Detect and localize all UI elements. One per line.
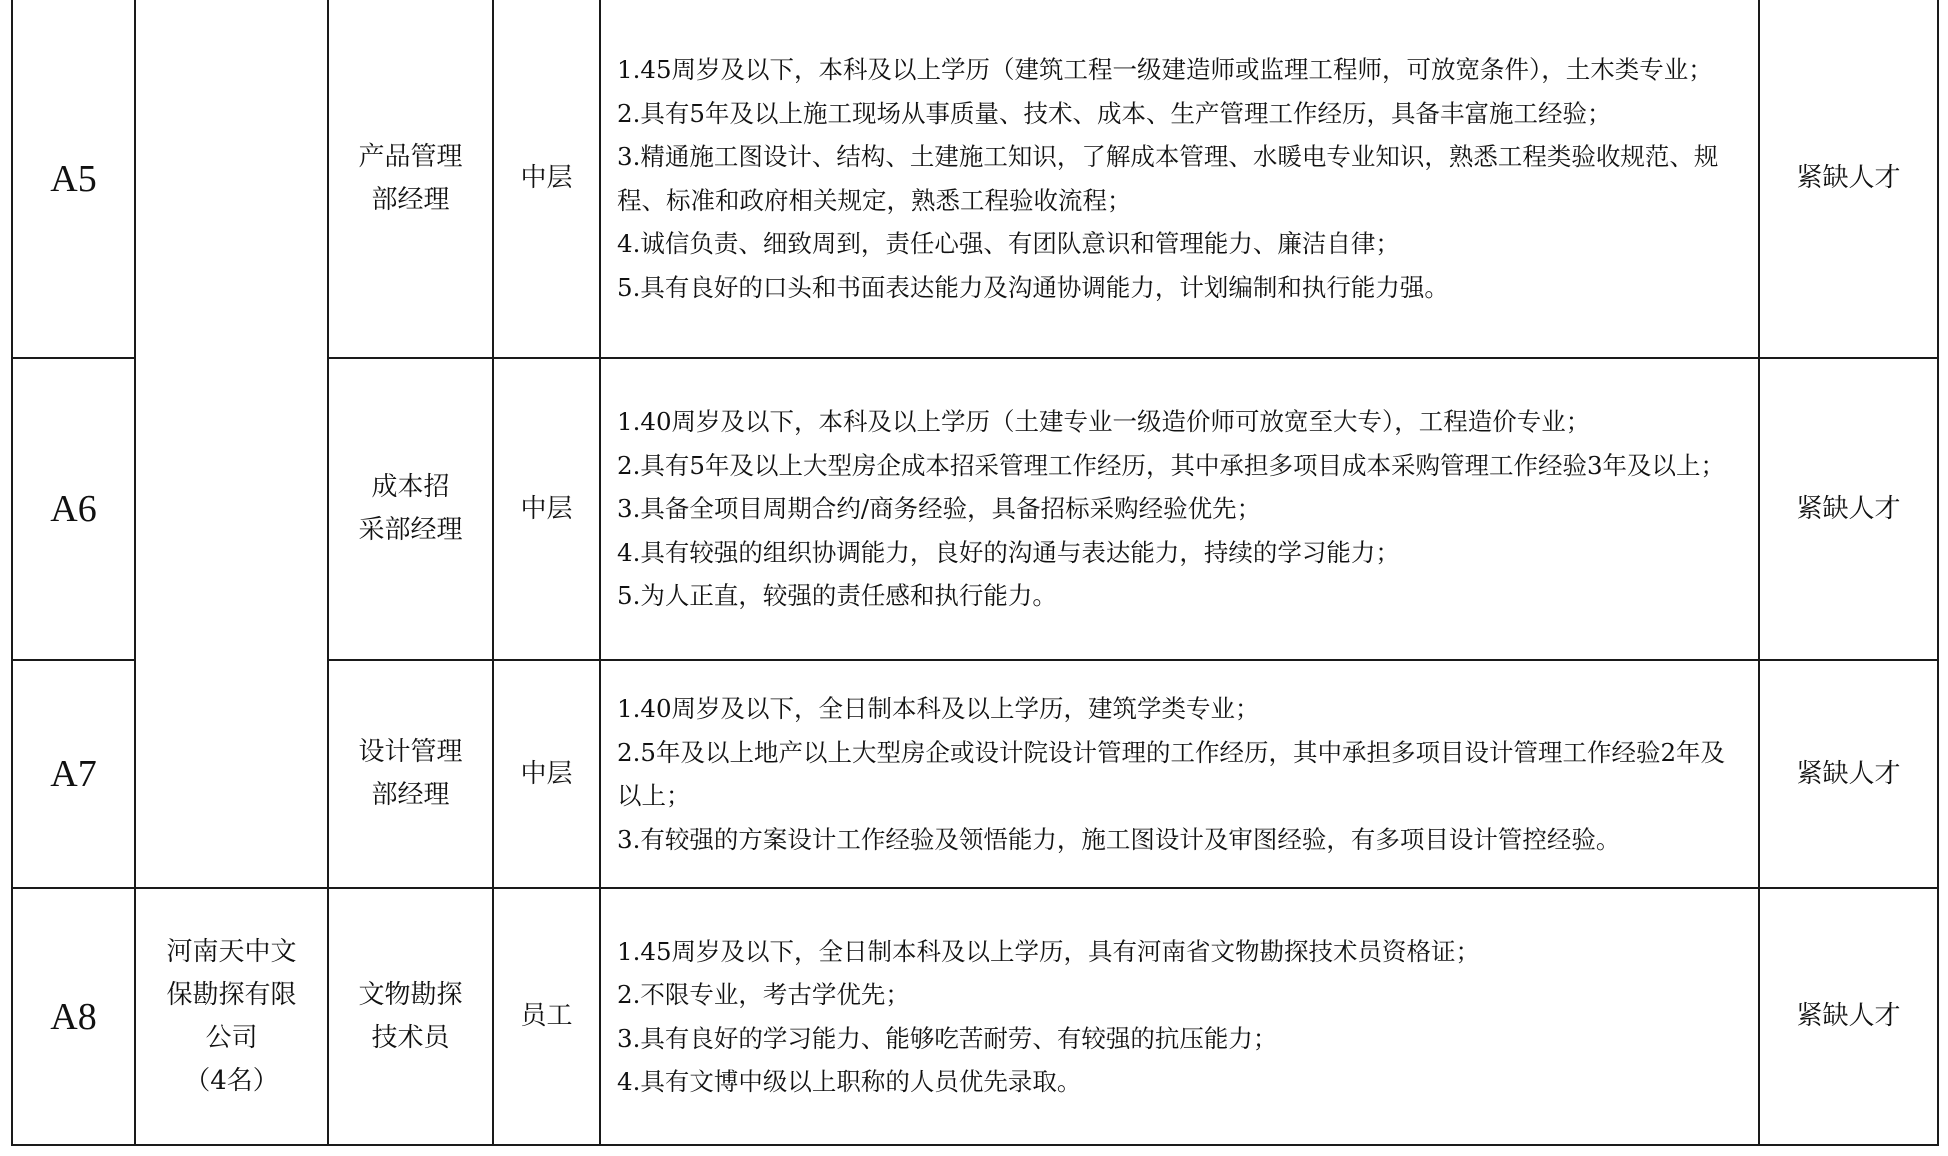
position-line: 成本招 bbox=[371, 472, 450, 502]
org-cell bbox=[135, 888, 328, 1145]
position-line: 文物勘探 bbox=[358, 979, 463, 1010]
requirement-item: 3.具有良好的学习能力、能够吃苦耐劳、有较强的抗压能力； bbox=[617, 1023, 1278, 1053]
requirement-item: 2.具有5年及以上施工现场从事质量、技术、成本、生产管理工作经历，具备丰富施工经验； bbox=[617, 98, 1612, 128]
requirement-item: 3.精通施工图设计、结构、土建施工知识，了解成本管理、水暖电专业知识，熟悉工程类验收规范、规程、标准和政府相关规定，熟悉工程验收流程； bbox=[617, 142, 1719, 215]
position-line: 部经理 bbox=[371, 184, 450, 215]
requirements-cell bbox=[600, 888, 1759, 1145]
requirement-item: 3.具备全项目周期合约/商务经验，具备招标采购经验优先； bbox=[617, 494, 1262, 524]
position-line: 设计管理 bbox=[358, 737, 463, 767]
requirement-item: 4.诚信负责、细致周到，责任心强、有团队意识和管理能力、廉洁自律； bbox=[617, 229, 1400, 258]
position-cell bbox=[328, 888, 493, 1145]
org-cell-empty bbox=[135, 0, 328, 888]
org-line: （4名） bbox=[184, 1065, 279, 1096]
table-row bbox=[12, 888, 1938, 1145]
requirements-cell bbox=[600, 358, 1759, 660]
requirement-item: 2.5年及以上地产以上大型房企或设计院设计管理的工作经历，其中承担多项目设计管理工作经验2年及以上； bbox=[617, 737, 1726, 810]
requirement-item: 3.有较强的方案设计工作经验及领悟能力，施工图设计及审图经验，有多项目设计管控经验。 bbox=[617, 824, 1621, 854]
level-cell: 中层 bbox=[493, 358, 600, 660]
requirement-item: 4.具有较强的组织协调能力，良好的沟通与表达能力，持续的学习能力； bbox=[617, 537, 1400, 567]
job-requirements-table bbox=[11, 0, 1939, 1146]
position-line: 采部经理 bbox=[358, 515, 463, 545]
org-line: 公司 bbox=[205, 1022, 258, 1053]
note-cell: 紧缺人才 bbox=[1759, 358, 1938, 660]
note-cell: 紧缺人才 bbox=[1759, 0, 1938, 358]
row-code: A6 bbox=[12, 358, 135, 660]
position-line: 部经理 bbox=[371, 780, 450, 810]
requirement-item: 1.40周岁及以下，全日制本科及以上学历，建筑学类专业； bbox=[617, 694, 1260, 723]
org-line: 河南天中文 bbox=[166, 936, 297, 967]
level-cell: 中层 bbox=[493, 0, 600, 358]
position-cell bbox=[328, 0, 493, 358]
requirements-cell bbox=[600, 0, 1759, 358]
table-row bbox=[12, 0, 1938, 358]
row-code: A8 bbox=[12, 888, 135, 1145]
position-line: 技术员 bbox=[371, 1022, 450, 1053]
level-cell: 员工 bbox=[493, 888, 600, 1145]
org-line: 保勘探有限 bbox=[166, 979, 297, 1010]
requirement-item: 1.40周岁及以下，本科及以上学历（土建专业一级造价师可放宽至大专），工程造价专业； bbox=[617, 407, 1591, 437]
requirement-item: 5.具有良好的口头和书面表达能力及沟通协调能力，计划编制和执行能力强。 bbox=[617, 272, 1449, 302]
position-cell bbox=[328, 358, 493, 660]
position-line: 产品管理 bbox=[358, 141, 463, 172]
requirement-item: 1.45周岁及以下，本科及以上学历（建筑工程一级建造师或监理工程师，可放宽条件），土木类专业； bbox=[617, 55, 1713, 84]
note-cell: 紧缺人才 bbox=[1759, 660, 1938, 888]
row-code: A7 bbox=[12, 660, 135, 888]
requirement-item: 2.具有5年及以上大型房企成本招采管理工作经历，其中承担多项目成本采购管理工作经验3年及以上； bbox=[617, 450, 1726, 480]
requirement-item: 4.具有文博中级以上职称的人员优先录取。 bbox=[617, 1067, 1082, 1096]
requirement-item: 5.为人正直，较强的责任感和执行能力。 bbox=[617, 581, 1057, 611]
note-cell: 紧缺人才 bbox=[1759, 888, 1938, 1145]
requirement-item: 2.不限专业，考古学优先； bbox=[617, 980, 910, 1009]
requirements-cell bbox=[600, 660, 1759, 888]
requirement-item: 1.45周岁及以下，全日制本科及以上学历，具有河南省文物勘探技术员资格证； bbox=[617, 936, 1481, 966]
row-code: A5 bbox=[12, 0, 135, 358]
position-cell bbox=[328, 660, 493, 888]
level-cell: 中层 bbox=[493, 660, 600, 888]
